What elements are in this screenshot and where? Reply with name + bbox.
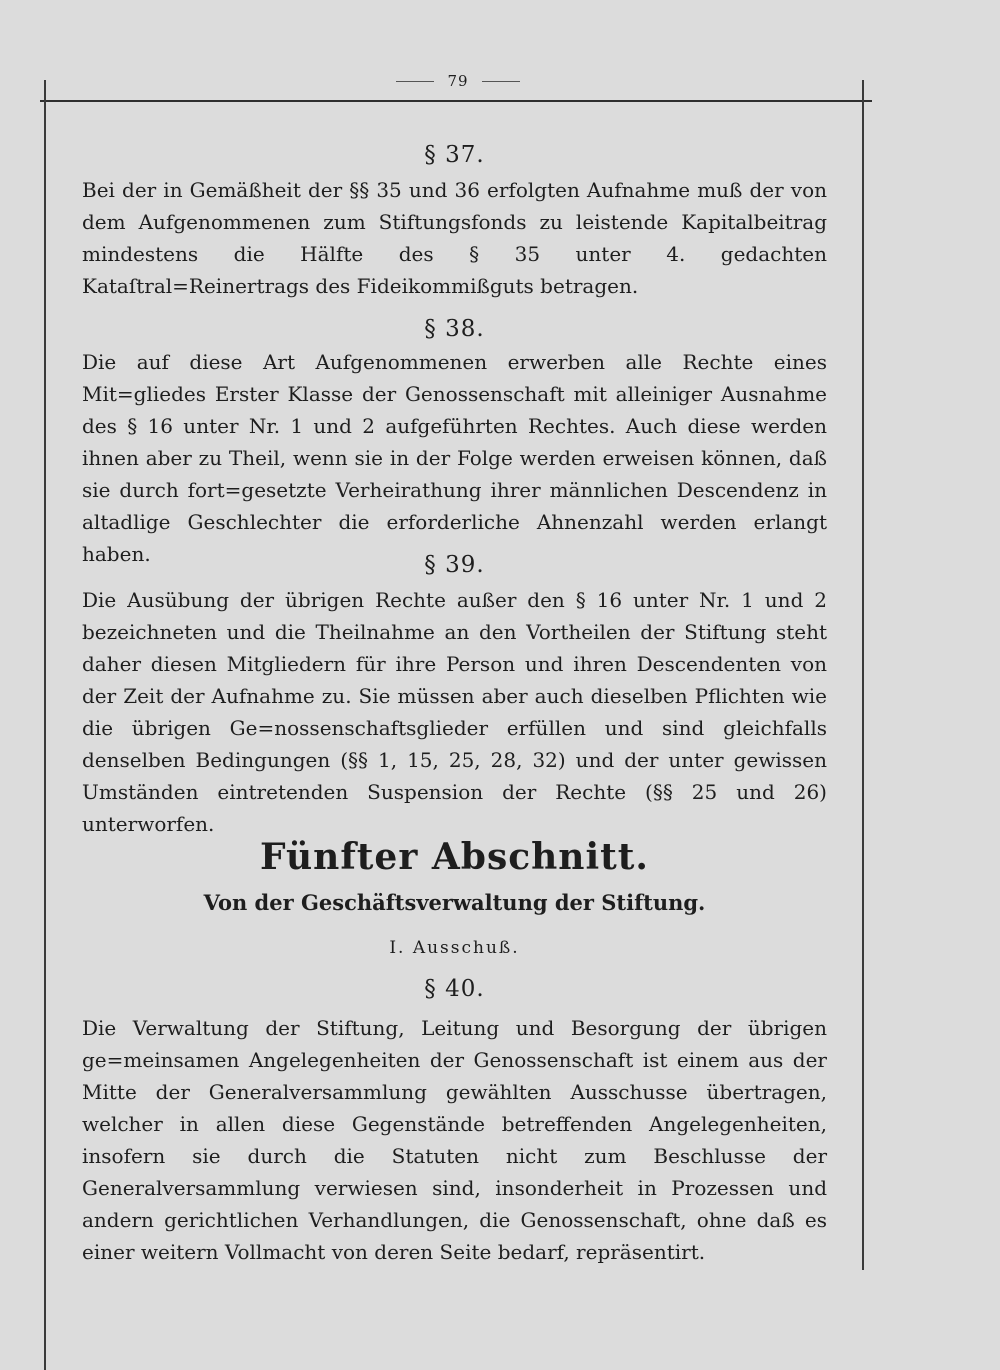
page-number-area bbox=[396, 70, 520, 92]
section-title: Fünfter Abschnitt. bbox=[260, 836, 649, 878]
paragraph-heading-40: § 40. bbox=[424, 976, 485, 1002]
paragraph-text-38: Die auf diese Art Aufgenommenen erwerben alle Rechte eines Mit=gliedes Erster Klasse der Genossenschaft mit alleiniger Ausnahme des § 16 unter Nr. 1 und 2 aufgeführten Rechtes. Auch diese werden ihnen aber zu Theil, wenn sie in der Folge werden erweisen können, daß sie durch fort=gesetzte Verheirathung ihrer männlichen Descendenz in altadlige Geschlechter die erforderliche Ahnenzahl werden erlangt haben. bbox=[82, 350, 827, 566]
paragraph-heading-37: § 37. bbox=[424, 142, 485, 168]
paragraph-text-39: Die Ausübung der übrigen Rechte außer den § 16 unter Nr. 1 und 2 bezeichneten und die Theilnahme an den Vortheilen der Stiftung steht daher diesen Mitgliedern für ihre Person und ihren Descendenten von der Zeit der Aufnahme zu. Sie müssen aber auch dieselben Pflichten wie die übrigen Ge=nossenschaftsglieder erfüllen und sind gleichfalls denselben Bedingungen (§§ 1, 15, 25, 28, 32) und der unter gewissen Umständen eintretenden Suspension der Rechte (§§ 25 und 26) unterworfen. bbox=[82, 588, 827, 836]
page-number-dash-right bbox=[482, 81, 520, 82]
paragraph-heading-38: § 38. bbox=[424, 316, 485, 342]
page-number: 79 bbox=[447, 72, 469, 90]
section-subtitle: Von der Geschäftsverwaltung der Stiftung. bbox=[203, 890, 706, 915]
paragraph-heading-39: § 39. bbox=[424, 552, 485, 578]
paragraph-text-37: Bei der in Gemäßheit der §§ 35 und 36 erfolgten Aufnahme muß der von dem Aufgenommenen zum Stiftungsfonds zu leistende Kapitalbeitrag mindestens die Hälfte des § 35 unter 4. gedachten Kataſtral=Reinertrags des Fideikommißguts betragen. bbox=[82, 178, 827, 298]
top-border-rule bbox=[40, 100, 872, 102]
page-number-dash-left bbox=[396, 81, 434, 82]
subsection-heading: I. Ausschuß. bbox=[389, 938, 520, 958]
paragraph-text-40: Die Verwaltung der Stiftung, Leitung und Besorgung der übrigen ge=meinsamen Angelegenheiten der Genossenschaft ist einem aus der Mitte der Generalversammlung gewählten Ausschusse übertragen, welcher in allen diese Gegenstände betreffenden Angelegenheiten, insofern sie durch die Statuten nicht zum Beschlusse der Generalversammlung verwiesen sind, insonderheit in Prozessen und andern gerichtlichen Verhandlungen, die Genossenschaft, ohne daß es einer weitern Vollmacht von deren Seite bedarf, repräsentirt. bbox=[82, 1016, 827, 1264]
right-border-rule bbox=[862, 80, 864, 1270]
left-border-rule bbox=[44, 80, 46, 1370]
